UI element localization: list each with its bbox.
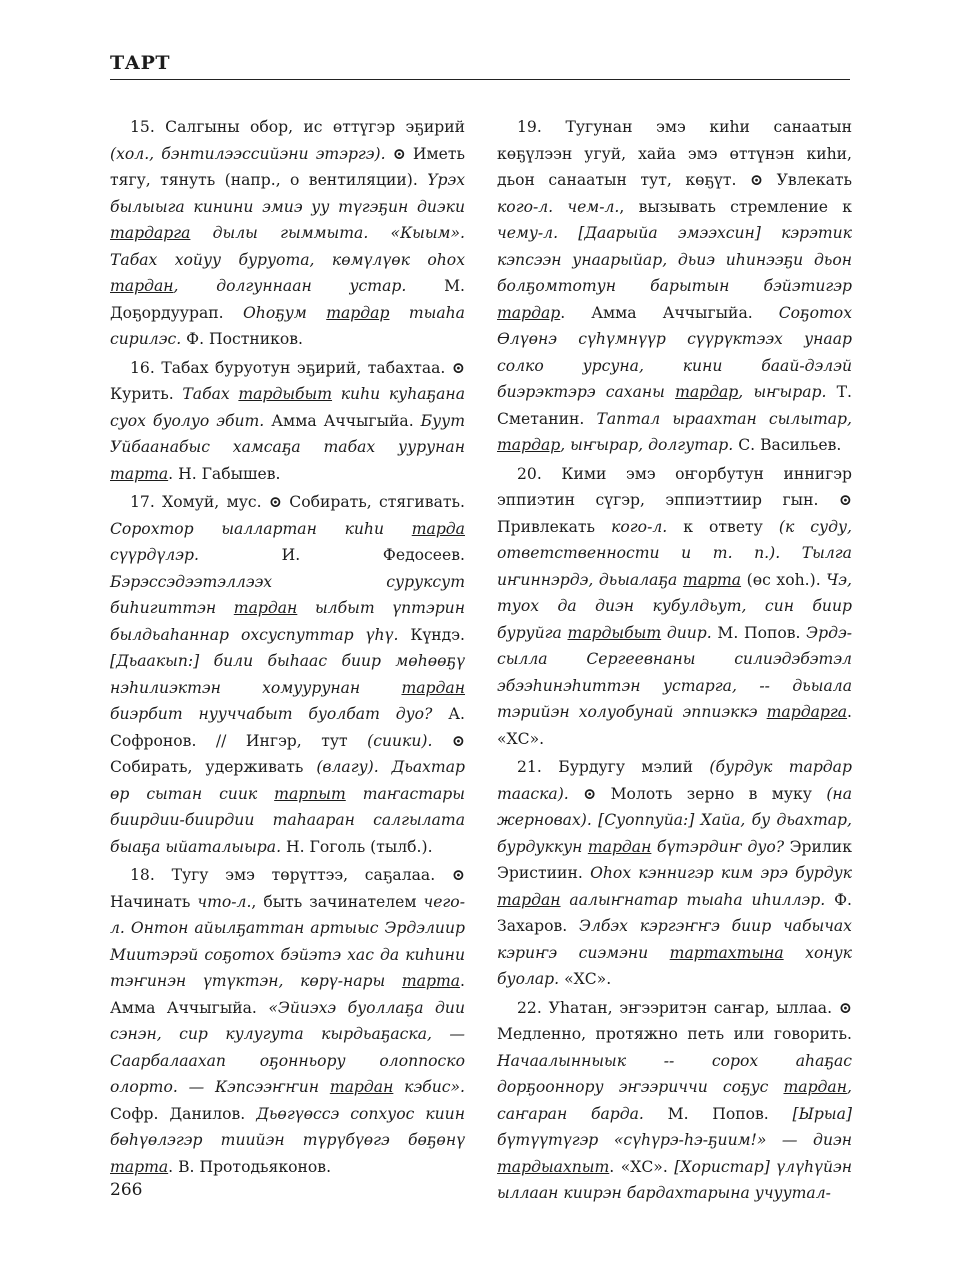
gloss-russian: Иметь тягу, тянуть (напр., о вентиляции).: [110, 144, 465, 189]
gloss-russian-note: чему-л.: [497, 224, 559, 242]
sense-sakha: Хомуй, мус.: [162, 493, 262, 511]
example-text: аалыҥнатар тыаһа иһиллэр.: [569, 890, 826, 909]
headword-form: тардан: [497, 890, 561, 909]
headword-form: тарпыт: [274, 784, 346, 803]
example-text: Сорохтор ыаллартан киһи: [110, 519, 385, 538]
speaker-note: [Хористар]: [674, 1157, 770, 1176]
headword-form: тардарга: [766, 703, 848, 721]
example-text: Табах хойуу буруота, көмүлүөк оһох: [110, 250, 465, 269]
author-citation: М. Попов.: [717, 623, 801, 642]
running-head: ТАРТ: [110, 52, 171, 74]
sense-sakha: Уһатан, эҥээритэн саҥар, ыллаа.: [548, 998, 833, 1017]
author-citation: Т. Сметанин.: [497, 383, 852, 428]
headword-form: тардан: [401, 678, 465, 697]
headword-form: тардар: [497, 436, 561, 454]
example-text: бүтүүтүгэр «сүһүрэ-һэ-ҕиим!» — диэн: [497, 1131, 852, 1149]
example-text: били быһаас биир мөһөөҕү нэһилиэктэн хомуурунан: [110, 652, 465, 697]
gloss-russian: , быть зачинателем: [251, 892, 417, 911]
source-citation: Күндэ.: [410, 625, 465, 644]
example-text: үлүһүйэн ыллаан киирэн бардахтарына учуутал-: [497, 1157, 852, 1202]
gloss-russian: Медленно, протяжно петь или говорить.: [497, 1025, 852, 1043]
entry-22: 22. Уһатан, эҥээритэн саҥар, ыллаа. ⊙ Медленно, протяжно петь или говорить. Начаалынныык -- сорох аһаҕас дорҕооннору эҥээриччи соҕус тардан, саҥаран барда. М. Попов. [Ырыа] бүтүүтүгэр «сүһүрэ-һэ-ҕиим!» — диэн тардыахпыт. «ХС». [Хористар] үлүһүйэн ыллаан киирэн бардахтарына учуутал-: [497, 997, 852, 1202]
entry-number: 17.: [130, 493, 155, 511]
speaker-note: [Ырыа]: [792, 1104, 852, 1123]
author-citation: Амма Аччыгыйа.: [591, 303, 753, 322]
example-text: Оһоҕум: [243, 303, 307, 322]
example-text: Эрдэ-сылла Сергеевнаны силиэдэбэтэл эбээһинэһиттэн устарга, -- дьыала тэрийэн холуобунай эппиэккэ: [497, 623, 852, 721]
headword-form: тарта: [682, 570, 742, 589]
header-rule: [110, 79, 850, 80]
translation-marker-icon: ⊙: [838, 997, 852, 1017]
entry-number: 19.: [517, 118, 542, 136]
headword-form: тартахтына: [669, 943, 784, 962]
example-text: сүүрдүлэр.: [110, 546, 199, 564]
gloss-russian: Собирать, удерживать: [110, 758, 304, 776]
headword-form: тардыбыт: [238, 385, 333, 403]
translation-marker-icon: ⊙: [838, 490, 852, 509]
headword-form: тарда: [411, 519, 465, 538]
gloss-russian: , вызывать стремление: [619, 197, 828, 216]
gloss-russian: к: [842, 197, 852, 216]
example-text: тыаһа сирилэс.: [110, 303, 465, 348]
headword-form: тарта: [110, 1157, 169, 1176]
headword-form: тарта: [110, 464, 169, 483]
author-citation: М. Попов.: [667, 1104, 769, 1123]
gloss-russian-note: (на жерновах).: [497, 784, 852, 829]
entry-17: [110, 489, 465, 860]
headword-form: тардан: [329, 1078, 394, 1096]
headword-form: тардан: [110, 277, 174, 295]
entry-18: 18. Тугу эмэ төрүттээ, саҕалаа. ⊙ Начинать что-л., быть зачинателем чего-л. Онтон айылҕаттан артыыс Эрдэлиир Миитэрэй соҕотох бэйэтэ хас да киһини тэҥинэн үтүктэн, көрү-нары тарта. Амма Аччыгыйа. «Эйиэхэ буоллаҕа дии сэнэн, сир кулугута кырдьаҕаска, — Саарбалаахап оҕонньору олоппоско олорто. — Кэпсээҥҥин тардан кэбис». Софр. Данилов. Дьөгүөссэ сопхуос киин бөһүөлэгэр тиийэн түрүбүөгэ бөҕөнү тарта. В. Протодьяконов.: [110, 865, 465, 1176]
translation-marker-icon: ⊙: [451, 730, 465, 750]
headword-form: тардар: [675, 383, 739, 401]
left-column: [110, 114, 465, 1182]
sense-separator: //: [215, 731, 227, 750]
example-text: Хайа, бу дьахтар, бурдуккун: [497, 811, 852, 856]
author-citation: С. Васильев.: [738, 436, 842, 454]
example-text: Тылга иҥиннэрдэ, дьыалаҕа: [497, 544, 852, 589]
gloss-russian: Собирать, стягивать.: [289, 493, 465, 511]
gloss-russian: Начинать: [110, 892, 191, 911]
author-citation: Ф. Постников.: [186, 330, 303, 348]
source-citation: «ХС».: [564, 970, 612, 988]
right-column: [497, 114, 852, 1209]
example-text: «Эйиэхэ буоллаҕа дии сэнэн, сир кулугута кырдьаҕаска, — Саарбалаахап оҕонньору олоппоско олорто. — Кэпсээҥҥин: [110, 998, 465, 1096]
gloss-russian: Молоть зерно в муку: [610, 784, 812, 803]
gloss-russian-note: (к суду, ответственности и т. п.).: [497, 517, 852, 562]
example-text: киһи куһаҕана суох буолуо эбит.: [110, 385, 465, 430]
gloss-sakha: (сиики).: [367, 731, 433, 750]
headword-form: тардан: [233, 599, 298, 617]
example-text: дылы гыммыта. «Кыым».: [212, 224, 465, 242]
translation-marker-icon: ⊙: [451, 865, 465, 884]
example-text: ылбыт үптэрин былдьаһаннар охсуспуттар үһү.: [110, 599, 465, 644]
example-text: Онтон айылҕаттан артыыс Эрдэлиир Миитэрэй соҕотох бэйэтэ хас да киһини тэҥинэн үтүктэн, көрү-нары: [110, 919, 465, 990]
author-citation: М. Доҕордуурап.: [110, 277, 465, 322]
entry-20: 20. Кими эмэ оҥорбутун иннигэр эппиэтин сүгэр, эппиэттиир гын. ⊙ Привлекать кого-л. к ответу (к суду, ответственности и т. п.). Тылга иҥиннэрдэ, дьыалаҕа тарта (өс хоһ.). Чэ, туох да диэн кубулдьут, син биир буруйга тардыбыт диир. М. Попов. Эрдэ-сылла Сергеевнаны силиэдэбэтэл эбээһинэһиттэн устарга, -- дьыала тэрийэн холуобунай эппиэккэ тардарга. «ХС».: [497, 464, 852, 748]
headword-form: тардар: [497, 303, 561, 322]
sense-sakha: Табах буруотун эҕирий, табахтаа.: [161, 358, 446, 377]
author-citation: Н. Гоголь (тылб.).: [286, 837, 433, 856]
headword-form: тардан: [783, 1078, 848, 1096]
author-citation: Амма Аччыгыйа.: [110, 998, 257, 1017]
author-citation: В. Протодьяконов.: [178, 1157, 332, 1176]
source-citation: «ХС».: [620, 1157, 668, 1176]
entry-21: [497, 754, 852, 993]
example-text: Начаалынныык -- сорох аһаҕас дорҕооннору эҥээриччи соҕус: [497, 1051, 852, 1096]
gloss-russian-note: кого-л. чем-л.: [497, 197, 620, 216]
entry-number: 20.: [517, 464, 542, 483]
gloss-russian-note: чего-л.: [110, 892, 465, 937]
gloss-russian: Увлекать: [776, 171, 852, 189]
headword-form: тардар: [326, 303, 390, 322]
gloss-russian: Привлекать: [497, 517, 596, 536]
gloss-russian-note: (влагу).: [316, 758, 379, 776]
headword-form: тардыахпыт: [497, 1157, 610, 1176]
example-text: кэбис».: [404, 1078, 465, 1096]
translation-marker-icon: ⊙: [750, 170, 764, 189]
example-text: , ыҥырар, долгутар.: [560, 436, 734, 454]
example-text: , долгуннаан устар.: [173, 277, 407, 295]
headword-form: тардыбыт: [567, 623, 662, 642]
speaker-note: [Даарыйа эмээхсин]: [578, 224, 761, 242]
author-citation: И. Федосеев.: [281, 546, 465, 564]
gloss-sakha: (хол., бэнтилээссийэни этэргэ).: [110, 144, 386, 163]
sense-sakha: Кими эмэ оҥорбутун иннигэр эппиэтин сүгэр, эппиэттиир гын.: [497, 464, 852, 509]
example-text: Буут Уйбаанабыс хамсаҕа табах уурунан: [110, 411, 465, 456]
entry-number: 22.: [517, 998, 542, 1017]
author-citation: Эрилик Эристиин.: [497, 837, 852, 882]
example-text: биэрбит нууччабыт буолбат дуо?: [110, 705, 433, 723]
entry-number: 18.: [130, 866, 155, 884]
sense-sakha: Бурдугу мэлий: [558, 758, 693, 776]
headword-form: тарта: [401, 972, 461, 990]
page-number: 266: [110, 1180, 143, 1200]
example-text: (өс хоһ.).: [746, 570, 821, 589]
example-text: Табах: [182, 385, 230, 403]
headword-form: тардарга: [110, 224, 191, 242]
source-citation: «ХС».: [497, 729, 545, 748]
translation-marker-icon: ⊙: [451, 357, 465, 377]
example-text: бүтэрдиҥ дуо?: [656, 837, 785, 856]
translation-marker-icon: ⊙: [583, 783, 597, 803]
example-text: кэрэтик кэпсээн унаарыйар, дьиэ иһинээҕи дьон болҕомтотун барытын бэйэтигэр: [497, 224, 852, 295]
sense-sakha: Тугунан эмэ киһи санаатын көҕүлээн угуй, хайа эмэ өттүнэн киһи, дьон санаатын тут, көҕүт.: [497, 118, 852, 189]
example-text: Соҕотох Өлүөнэ сүһүмнүүр сүүрүктээх унаар солко урсуна, кини баай-дэлэй биэрэктэрэ саханы: [497, 303, 852, 401]
example-text: Бэрэссэдээтэллээх суруксут биһигиттэн: [110, 572, 465, 617]
gloss-russian: к ответу: [683, 517, 763, 536]
example-text: Үрэх былыыга кинини эмиэ уу түгэҕин диэки: [110, 171, 465, 216]
example-text: Дьахтар өр сытан сиик: [110, 758, 465, 803]
author-citation: Н. Габышев.: [178, 464, 281, 483]
sense-sakha: Ингэр, тут: [245, 731, 348, 750]
sense-sakha: Тугу эмэ төрүттээ, саҕалаа.: [171, 866, 436, 884]
headword-form: тардан: [587, 837, 652, 856]
entry-19: 19. Тугунан эмэ киһи санаатын көҕүлээн угуй, хайа эмэ өттүнэн киһи, дьон санаатын тут, көҕүт. ⊙ Увлекать кого-л. чем-л., вызывать стремление к чему-л. [Даарыйа эмээхсин] кэрэтик кэпсээн унаарыйар, дьиэ иһинээҕи дьон болҕомтотун барытын бэйэтигэр тардар. Амма Аччыгыйа. Соҕотох Өлүөнэ сүһүмнүүр сүүрүктээх унаар солко урсуна, кини баай-дэлэй биэрэктэрэ саханы тардар, ыҥырар. Т. Сметанин. Таптал ыраахтан сылытар, тардар, ыҥырар, долгутар. С. Васильев.: [497, 118, 852, 454]
entry-number: 16.: [130, 358, 155, 377]
speaker-note: [Суоппуйа:]: [598, 811, 695, 829]
gloss-russian: Курить.: [110, 385, 174, 403]
example-text: хонук буолар.: [497, 943, 852, 988]
sense-sakha: Салгыны обор, ис өттүгэр эҕирий: [165, 118, 465, 136]
author-citation: Амма Аччыгыйа.: [271, 411, 414, 430]
example-text: Дьөгүөссэ сопхуос киин бөһүөлэгэр тиийэн түрүбүөгэ бөҕөнү: [110, 1104, 465, 1149]
example-text: Элбэх кэргэҥҥэ биир чабычах кэриҥэ сиэмэни: [497, 917, 852, 962]
author-citation: А. Софронов.: [110, 705, 465, 750]
translation-marker-icon: ⊙: [268, 492, 282, 511]
example-text: Оһох кэннигэр ким эрэ бурдук: [590, 864, 852, 882]
entry-number: 21.: [517, 758, 542, 776]
example-text: , ыҥырар.: [738, 383, 827, 401]
translation-marker-icon: ⊙: [392, 143, 406, 163]
entry-number: 15.: [130, 118, 155, 136]
example-text: Таптал ыраахтан сылытар,: [596, 409, 852, 428]
author-citation: Ф. Захаров.: [497, 890, 852, 935]
example-text: Чэ, туох да диэн кубулдьут, син биир буруйга: [497, 570, 852, 642]
gloss-russian-note: кого-л.: [611, 517, 668, 536]
example-text: таҥастары биирдии-биирдии таһааран салгылата быаҕа ыйаталыыра.: [110, 784, 465, 856]
entry-15: [110, 114, 465, 353]
gloss-sakha: (бурдук тардар тааска).: [497, 758, 852, 803]
gloss-russian-note: что-л.: [197, 892, 252, 911]
speaker-note: [Дьаакып:]: [110, 652, 200, 670]
example-text: диир.: [666, 623, 712, 642]
author-citation: Софр. Данилов.: [110, 1104, 246, 1123]
example-text: , саҥаран барда.: [497, 1078, 852, 1123]
entry-16: 16. Табах буруотун эҕирий, табахтаа. ⊙ Курить. Табах тардыбыт киһи куһаҕана суох буолуо эбит. Амма Аччыгыйа. Буут Уйбаанабыс хамсаҕа табах уурунан тарта. Н. Габышев.: [110, 357, 465, 483]
